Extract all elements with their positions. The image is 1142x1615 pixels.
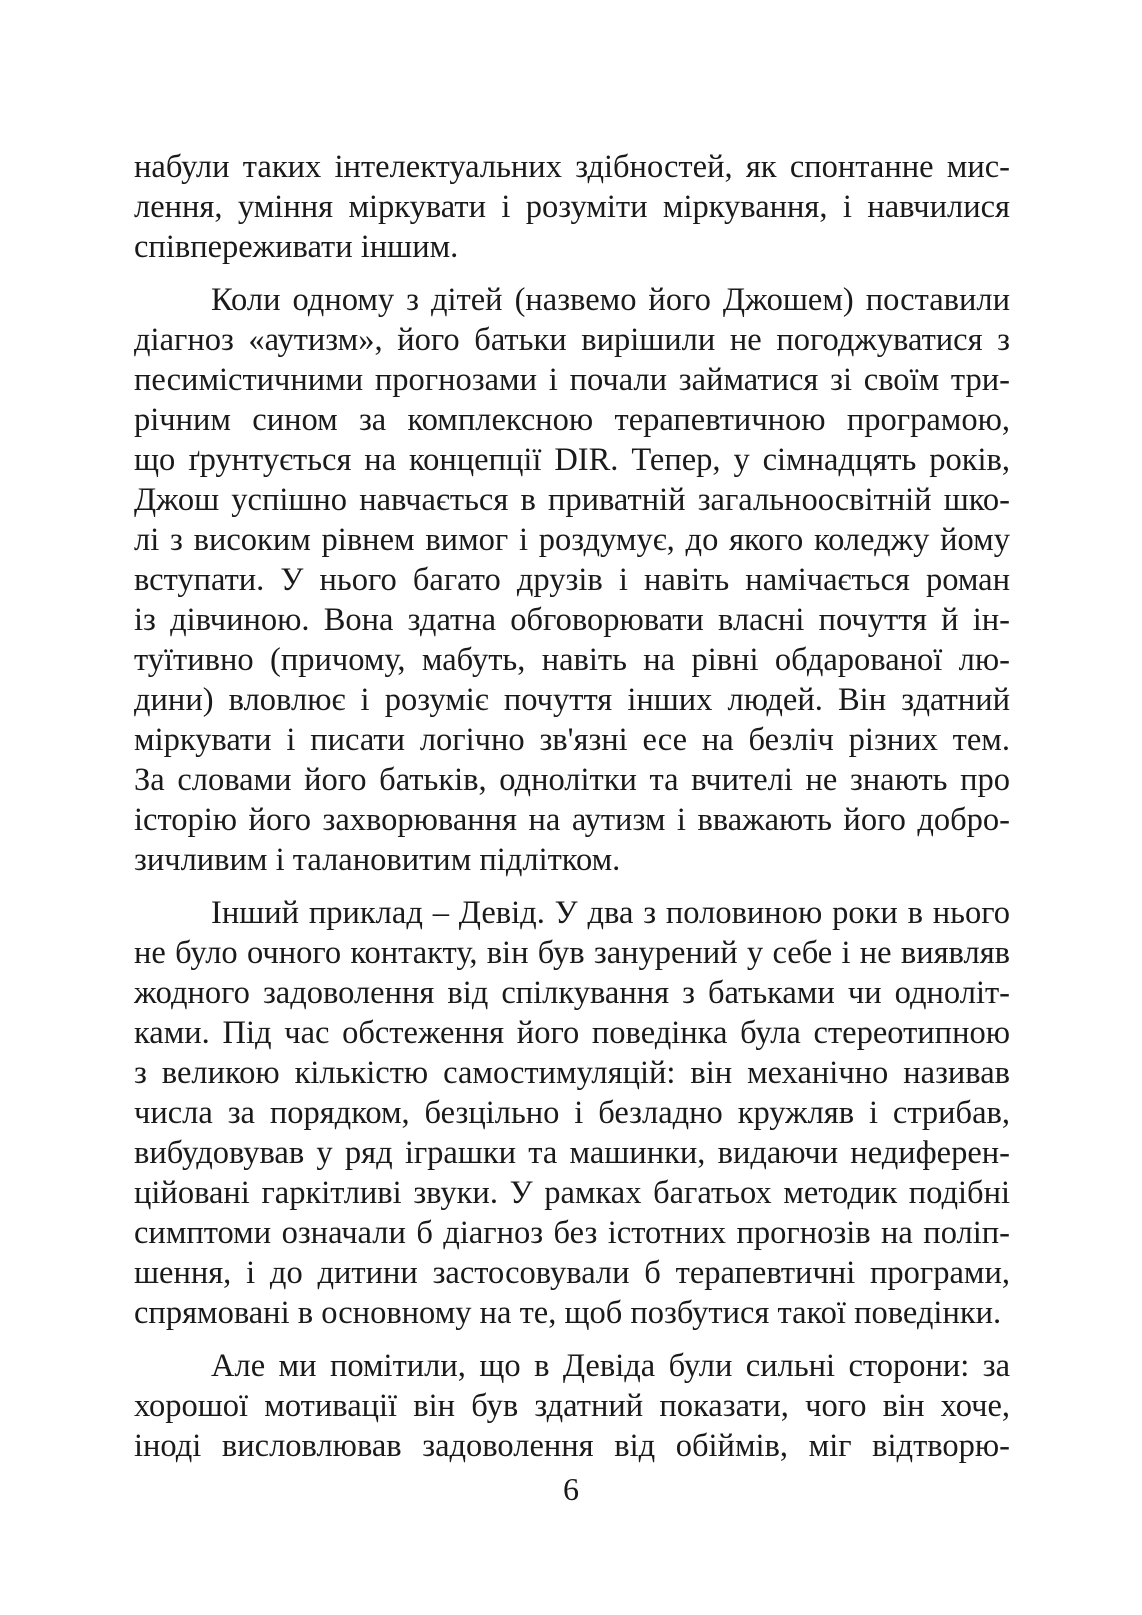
text-line: не було очного контакту, він був занурений у себе і не виявляв (134, 935, 1010, 971)
page-number: 6 (563, 1471, 579, 1507)
text-line: жодного задоволення від спілкування з батьками чи одноліт- (134, 975, 1010, 1011)
text-line: шення, і до дитини застосовували б терапевтичні програми, (134, 1255, 1010, 1291)
text-line: набули таких інтелектуальних здібностей, як спонтанне мис- (134, 149, 1010, 185)
text-line: вступати. У нього багато друзів і навіть намічається роман (134, 562, 1010, 598)
text-line: За словами його батьків, однолітки та вчителі не знають про (134, 762, 1010, 798)
text-line: історію його захворювання на аутизм і вважають його добро- (134, 802, 1010, 838)
text-line: Але ми помітили, що в Девіда були сильні сторони: за (211, 1348, 1010, 1384)
text-line: спрямовані в основному на те, щоб позбутися такої поведінки. (134, 1295, 1002, 1331)
text-line: лення, уміння міркувати і розуміти міркування, і навчилися (134, 189, 1010, 225)
text-line: зичливим і талановитим підлітком. (134, 842, 621, 878)
text-line: ками. Під час обстеження його поведінка була стереотипною (134, 1015, 1010, 1051)
text-line: Інший приклад – Девід. У два з половиною роки в нього (211, 895, 1010, 931)
text-line: міркувати і писати логічно зв'язні есе на безліч різних тем. (134, 722, 1010, 758)
text-line: співпереживати іншим. (134, 229, 459, 265)
text-line: лі з високим рівнем вимог і роздумує, до якого коледжу йому (134, 522, 1010, 558)
text-line: із дівчиною. Вона здатна обговорювати власні почуття й ін- (134, 602, 1010, 638)
text-line: ційовані гаркітливі звуки. У рамках багатьох методик подібні (134, 1175, 1010, 1211)
text-line: діагноз «аутизм», його батьки вирішили не погоджуватися з (134, 322, 1010, 358)
text-line: туїтивно (причому, мабуть, навіть на рівні обдарованої лю- (134, 642, 1010, 678)
text-line: Джош успішно навчається в приватній загальноосвітній шко- (134, 482, 1010, 518)
text-line: хорошої мотивації він був здатний показати, чого він хоче, (134, 1388, 1010, 1424)
body-text (134, 147, 1010, 1479)
text-line: річним сином за комплексною терапевтичною програмою, (134, 402, 1010, 438)
text-line: симптоми означали б діагноз без істотних прогнозів на поліп- (134, 1215, 1010, 1251)
text-line: з великою кількістю самостимуляцій: він механічно називав (134, 1055, 1010, 1091)
text-line: песимістичними прогнозами і почали займатися зі своїм три- (134, 362, 1010, 398)
text-line: Коли одному з дітей (назвемо його Джошем) поставили (211, 282, 1010, 318)
paragraph (134, 147, 1010, 267)
text-line: дини) вловлює і розуміє почуття інших людей. Він здатний (134, 682, 1010, 718)
text-line: іноді висловлював задоволення від обіймів, міг відтворю- (134, 1428, 1010, 1464)
paragraph (134, 893, 1010, 1333)
text-line: вибудовував у ряд іграшки та машинки, видаючи недиферен- (134, 1135, 1010, 1171)
text-line: що ґрунтується на концепції DIR. Тепер, у сімнадцять років, (134, 442, 1010, 478)
paragraph (134, 280, 1010, 880)
text-line: числа за порядком, безцільно і безладно кружляв і стрибав, (134, 1095, 1010, 1131)
paragraph (134, 1346, 1010, 1466)
